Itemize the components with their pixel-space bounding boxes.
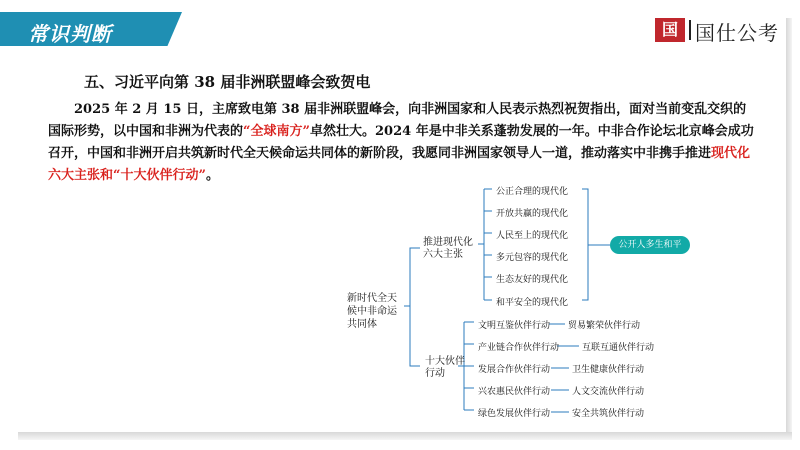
brand-logo-icon: 国: [655, 18, 685, 42]
paragraph-text: 。: [205, 168, 219, 183]
mindmap-item: 生态友好的现代化: [496, 275, 569, 285]
mindmap-item: 和平安全的现代化: [496, 298, 569, 308]
section-title: 五、习近平向第 38 届非洲联盟峰会致贺电: [84, 73, 371, 91]
highlight-key-initiatives: 现代化六大主张和“十大伙伴行动”: [48, 146, 751, 183]
mindmap-item: 开放共赢的现代化: [496, 209, 569, 219]
brand-name: 国仕公考: [695, 21, 779, 45]
mindmap-item: 安全共筑伙伴行动: [572, 409, 645, 419]
header-title: 常识判断: [28, 22, 112, 46]
mindmap-branch-partnership: 十大伙伴行动: [425, 356, 465, 379]
mindmap-item: 人民至上的现代化: [496, 231, 569, 241]
mindmap-root: 新时代全天候中非命运共同体: [347, 293, 397, 330]
paragraph-text: 2025 年 2 月 15 日，主席致电第 38 届非洲联盟峰会，向非洲国家和人民表示热烈祝贺指出，面对当前变乱交织的国际形势，以中国和非洲为代表的: [48, 102, 747, 139]
mindmap-branch-modernization: 推进现代化六大主张: [423, 237, 473, 260]
mindmap-item: 兴农惠民伙伴行动: [478, 387, 551, 397]
mindmap-item: 文明互鉴伙伴行动: [478, 321, 551, 331]
highlight-global-south: “全球南方”: [243, 124, 310, 139]
mindmap-item: 公正合理的现代化: [496, 187, 569, 197]
mindmap-item: 卫生健康伙伴行动: [572, 365, 645, 375]
mindmap-item: 人文交流伙伴行动: [572, 387, 645, 397]
mindmap-summary-badge: 公开人多生和平: [610, 236, 690, 254]
paragraph-text: 卓然壮大。2024 年是中非关系蓬勃发展的一年。中非合作论坛北京峰会成功召开，中国和非洲开启共筑新时代全天候命运共同体的新阶段，我愿同非洲国家领导人一道，推动落实中非携手推进: [48, 124, 754, 161]
mindmap-item: 贸易繁荣伙伴行动: [568, 321, 641, 331]
mindmap-item: 产业链合作伙伴行动: [478, 343, 560, 353]
mindmap-item: 多元包容的现代化: [496, 253, 569, 263]
mindmap-item: 互联互通伙伴行动: [582, 343, 655, 353]
mindmap-item: 发展合作伙伴行动: [478, 365, 551, 375]
mindmap-item: 绿色发展伙伴行动: [478, 409, 551, 419]
